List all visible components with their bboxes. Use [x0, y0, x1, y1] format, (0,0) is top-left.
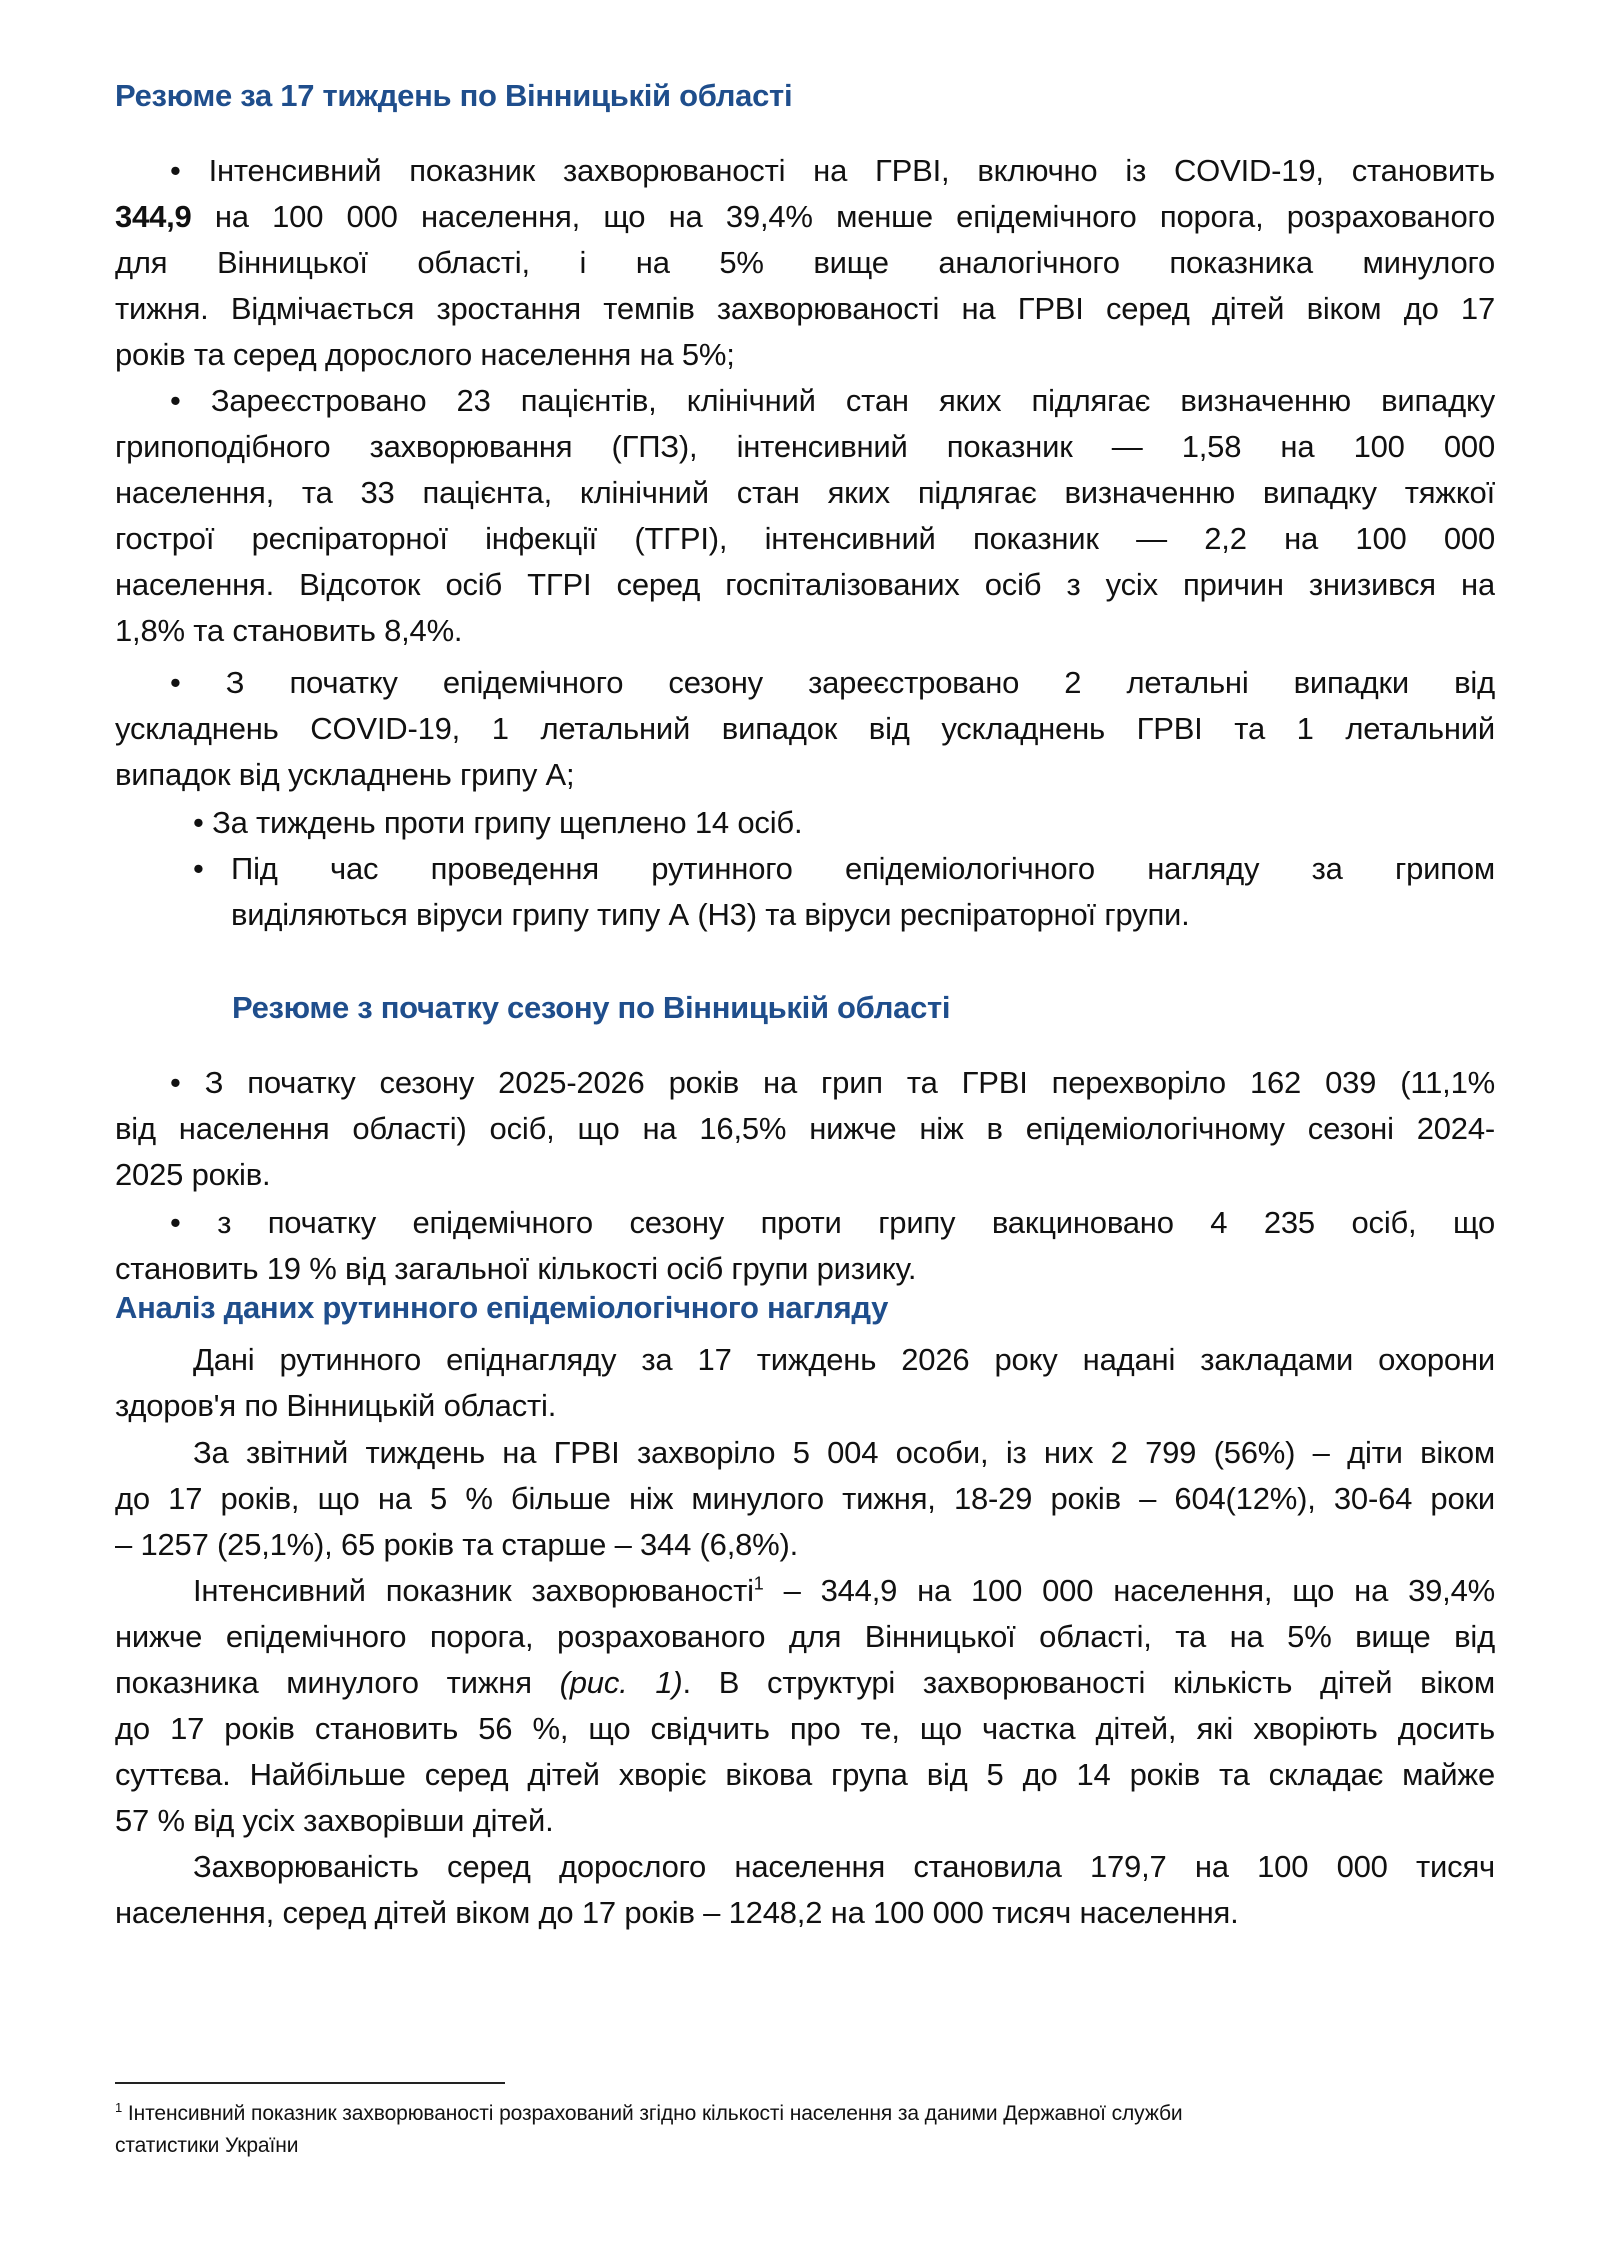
bullet-paragraph-incidence: • Інтенсивний показник захворюваності на ГРВІ, включно із COVID-19, становить 344,9 на 100 000 населення, що на 39,4% менше епідемічного порога, розрахованого для Вінницької області, і на 5% вище аналогічного показника минулого тижня. Відмічається зростання темпів захворюваності на ГРВІ серед дітей віком до 17 років та серед дорослого населення на 5%; [115, 153, 1495, 372]
bullet-paragraph-vaccinated-week: • За тиждень проти грипу щеплено 14 осіб. [193, 805, 803, 840]
paragraph-data-source: Дані рутинного епіднагляду за 17 тиждень 2026 року надані закладами охорони здоров'я по Вінницькій області. [115, 1342, 1495, 1423]
bullet-icon: • [170, 1205, 181, 1240]
bullet-icon: • [193, 851, 204, 886]
bullet-paragraph-season-vaccination: • з початку епідемічного сезону проти грипу вакциновано 4 235 осіб, що становить 19 % від загальної кількості осіб групи ризику. [115, 1205, 1495, 1286]
bullet-icon: • [170, 1065, 181, 1100]
incidence-value: 344,9 [115, 199, 192, 234]
paragraph-intensity-structure: Інтенсивний показник захворюваності$^1$ – 344,9 на 100 000 населення, що на 39,4% нижче епідемічного порога, розрахованого для Вінницької області, та на 5% вище від показника минулого тижня (рис. 1). В структурі захворюваності кількість дітей віком до 17 років становить 56 %, що свідчить про те, що частка дітей, які хворіють досить суттєва. Найбільше серед дітей хворіє вікова група від 5 до 14 років та складає майже 57 % від усіх захворівши дітей. [115, 1573, 1495, 1838]
section-heading-routine-surveillance: Аналіз даних рутинного епідеміологічного нагляду [115, 1290, 889, 1325]
section-heading-season-summary: Резюме з початку сезону по Вінницькій області [232, 990, 951, 1025]
section-heading-weekly-summary: Резюме за 17 тиждень по Вінницькій області [115, 78, 793, 113]
footnote: $^1$ Інтенсивний показник захворюваності розрахований згідно кількості населення за даними Державної служби статистики України [115, 2100, 1183, 2157]
footnote-marker: 1 [115, 2100, 123, 2115]
bullet-paragraph-season-cases: • З початку сезону 2025-2026 років на грип та ГРВІ перехворіло 162 039 (11,1% від населення області) осіб, що на 16,5% нижче ніж в епідеміологічному сезоні 2024- 2025 років. [115, 1065, 1495, 1192]
paragraph-weekly-cases: За звітний тиждень на ГРВІ захворіло 5 004 особи, із них 2 799 (56%) – діти віком до 17 років, що на 5 % більше ніж минулого тижня, 18-29 років – 604(12%), 30-64 роки – 1257 (25,1%), 65 років та старше – 344 (6,8%). [115, 1435, 1495, 1562]
bullet-icon: • [170, 383, 181, 418]
bullet-icon: • [170, 665, 181, 700]
footnote-separator [115, 2082, 505, 2084]
bullet-paragraph-gpz-tgri: • Зареєстровано 23 пацієнтів, клінічний стан яких підлягає визначенню випадку грипоподібного захворювання (ГПЗ), інтенсивний показник — 1,58 на 100 000 населення, та 33 пацієнта, клінічний стан яких підлягає визначенню випадку тяжкої гострої респіраторної інфекції (ТГРІ), інтенсивний показник — 2,2 на 100 000 населення. Відсоток осіб ТГРІ серед госпіталізованих осіб з усіх причин знизився на 1,8% та становить 8,4%. [115, 383, 1495, 648]
figure-reference: (рис. 1) [559, 1665, 683, 1700]
bullet-icon: • [193, 805, 204, 840]
bullet-paragraph-fatalities: • З початку епідемічного сезону зареєстровано 2 летальні випадки від ускладнень COVID-19, 1 летальний випадок від ускладнень ГРВІ та 1 летальний випадок від ускладнень грипу А; [115, 665, 1495, 792]
bullet-icon: • [170, 153, 181, 188]
footnote-ref[interactable]: 1 [753, 1573, 764, 1594]
paragraph-adult-child-incidence: Захворюваність серед дорослого населення становила 179,7 на 100 000 тисяч населення, серед дітей віком до 17 років – 1248,2 на 100 000 тисяч населення. [115, 1849, 1495, 1930]
